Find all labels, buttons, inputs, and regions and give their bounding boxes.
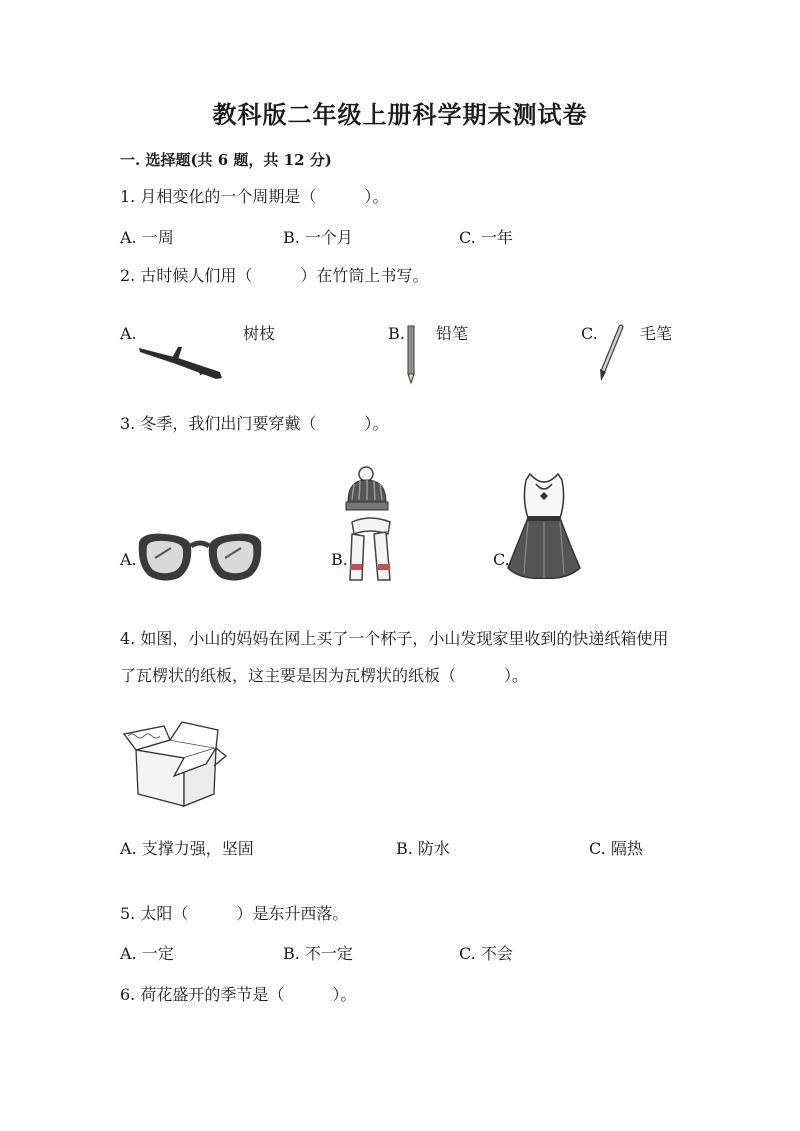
sunglasses-icon — [135, 528, 265, 586]
q4-option-b[interactable]: B. 防水 — [396, 839, 450, 858]
brush-icon — [594, 325, 628, 383]
q2-option-b[interactable]: B. — [388, 324, 405, 343]
question-2-stem: 2. 古时候人们用（ ）在竹筒上书写。 — [120, 266, 429, 285]
q3-option-b[interactable]: B. — [331, 550, 348, 569]
q1-option-c[interactable]: C. 一年 — [459, 228, 513, 247]
page-title: 教科版二年级上册科学期末测试卷 — [212, 100, 588, 129]
q1-option-b[interactable]: B. 一个月 — [283, 228, 353, 247]
q3-option-c[interactable]: C. — [493, 550, 510, 569]
q5-option-b[interactable]: B. 不一定 — [283, 944, 353, 963]
question-1-stem: 1. 月相变化的一个周期是（ ）。 — [120, 187, 389, 206]
q2-caption-b: 铅笔 — [436, 324, 469, 343]
twig-icon — [138, 342, 224, 382]
hat-scarf-icon — [344, 466, 396, 588]
q2-caption-c: 毛笔 — [640, 324, 673, 343]
q3-option-a[interactable]: A. — [120, 550, 137, 569]
dress-icon — [506, 470, 582, 586]
q4-option-c[interactable]: C. 隔热 — [589, 839, 643, 858]
question-3-stem: 3. 冬季，我们出门要穿戴（ ）。 — [120, 414, 389, 433]
q2-caption-a: 树枝 — [243, 324, 276, 343]
question-4-stem-line1: 4. 如图，小山的妈妈在网上买了一个杯子，小山发现家里收到的快递纸箱使用 — [120, 629, 669, 648]
pencil-icon — [405, 325, 417, 385]
q1-option-a[interactable]: A. 一周 — [120, 228, 174, 247]
question-6-stem: 6. 荷花盛开的季节是（ ）。 — [120, 985, 357, 1004]
q4-option-a[interactable]: A. 支撑力强，坚固 — [120, 839, 254, 858]
q2-option-c[interactable]: C. — [581, 324, 598, 343]
question-4-stem-line2: 了瓦楞状的纸板，这主要是因为瓦楞状的纸板（ ）。 — [120, 666, 529, 685]
q5-option-c[interactable]: C. 不会 — [459, 944, 513, 963]
cardboard-box-icon — [122, 720, 226, 808]
q2-option-a[interactable]: A. — [120, 324, 137, 343]
question-5-stem: 5. 太阳（ ）是东升西落。 — [120, 904, 349, 923]
q5-option-a[interactable]: A. 一定 — [120, 944, 174, 963]
section-heading: 一. 选择题(共 6 题，共 12 分) — [120, 151, 332, 169]
